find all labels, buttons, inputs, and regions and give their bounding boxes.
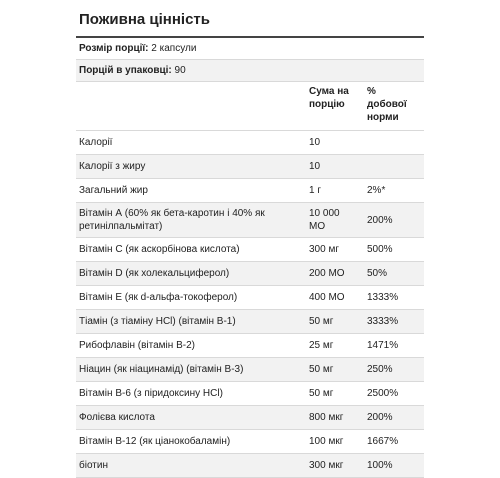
nutrient-name (76, 207, 309, 233)
nutrient-name: Загальний жир (79, 185, 148, 196)
nutrient-amount: 100 мкг (309, 436, 344, 447)
nutrient-amount: 50 мг (309, 364, 334, 375)
nutrient-daily-value: 1333% (367, 292, 399, 303)
nutrient-amount: 10 (309, 137, 321, 148)
serving-size-label: Розмір порції: (79, 43, 149, 54)
nutrient-amount: 200 МО (309, 268, 345, 279)
nutrient-name: Ніацин (як ніацинамід) (вітамін B-3) (79, 364, 244, 375)
nutrient-amount-line: МО (309, 221, 326, 232)
nutrient-name-line: Вітамін А (60% як бета-каротин і 40% як (79, 208, 265, 219)
nutrient-name: Вітамін С (як аскорбінова кислота) (79, 244, 240, 255)
table-row (76, 179, 424, 203)
nutrition-facts-panel (76, 8, 424, 478)
nutrient-daily-value: 100% (367, 460, 393, 471)
table-row (76, 454, 424, 478)
table-row (76, 358, 424, 382)
table-row (76, 286, 424, 310)
nutrient-name: Тіамін (з тіаміну HCl) (вітамін B-1) (79, 316, 236, 327)
nutrient-daily-value: 50% (367, 268, 388, 279)
table-row (76, 238, 424, 262)
nutrient-daily-value: 2500% (367, 388, 399, 399)
nutrient-daily-value: 1471% (367, 340, 399, 351)
nutrient-name: Калорії (79, 137, 113, 148)
nutrient-name: Вітамін B-12 (як ціанокобаламін) (79, 436, 231, 447)
nutrient-amount: 25 мг (309, 340, 334, 351)
nutrient-name: Калорії з жиру (79, 161, 146, 172)
table-row (76, 203, 424, 238)
table-header (76, 82, 424, 131)
nutrient-name: Рибофлавін (вітамін B-2) (79, 340, 195, 351)
header-dv-line: норми (367, 112, 399, 123)
table-row (76, 406, 424, 430)
nutrient-amount: 400 МО (309, 292, 345, 303)
nutrient-daily-value: 3333% (367, 316, 399, 327)
table-row (76, 262, 424, 286)
table-row (76, 430, 424, 454)
header-name-column (76, 82, 309, 130)
nutrient-amount-line: 10 000 (309, 208, 340, 219)
servings-per-container-label: Порцій в упаковці: (79, 65, 172, 76)
nutrient-amount: 10 (309, 161, 321, 172)
nutrient-amount (309, 207, 367, 233)
serving-size-row (76, 38, 424, 60)
nutrient-amount: 50 мг (309, 316, 334, 327)
serving-size-value: 2 капсули (151, 43, 197, 54)
nutrient-daily-value: 2%* (367, 185, 386, 196)
header-daily-value-column (367, 82, 424, 130)
header-dv-line: % (367, 86, 376, 97)
nutrient-name: Фолієва кислота (79, 412, 155, 423)
header-amount-column (309, 82, 367, 130)
header-amount-line: порцію (309, 99, 345, 110)
nutrient-name: біотин (79, 460, 108, 471)
nutrient-daily-value: 250% (367, 364, 393, 375)
nutrient-daily-value: 1667% (367, 436, 399, 447)
nutrient-amount: 300 мг (309, 244, 339, 255)
header-dv-line: добової (367, 99, 407, 110)
nutrient-daily-value: 500% (367, 244, 393, 255)
nutrient-amount: 300 мкг (309, 460, 344, 471)
nutrient-name: Вітамін B-6 (з піридоксину HCl) (79, 388, 223, 399)
nutrient-name-line: ретинілпальмітат) (79, 221, 163, 232)
nutrient-amount: 800 мкг (309, 412, 344, 423)
table-row (76, 131, 424, 155)
table-row (76, 155, 424, 179)
panel-title: Поживна цінність (79, 11, 210, 28)
nutrient-daily-value: 200% (367, 412, 393, 423)
nutrient-amount: 1 г (309, 185, 321, 196)
nutrient-name: Вітамін Е (як d-альфа-токоферол) (79, 292, 238, 303)
servings-per-container-row (76, 60, 424, 82)
nutrient-daily-value: 200% (367, 214, 393, 226)
table-row (76, 310, 424, 334)
servings-per-container-value: 90 (174, 65, 186, 76)
header-amount-line: Сума на (309, 86, 349, 97)
nutrient-name: Вітамін D (як холекальциферол) (79, 268, 230, 279)
table-row (76, 382, 424, 406)
table-row (76, 334, 424, 358)
nutrient-amount: 50 мг (309, 388, 334, 399)
